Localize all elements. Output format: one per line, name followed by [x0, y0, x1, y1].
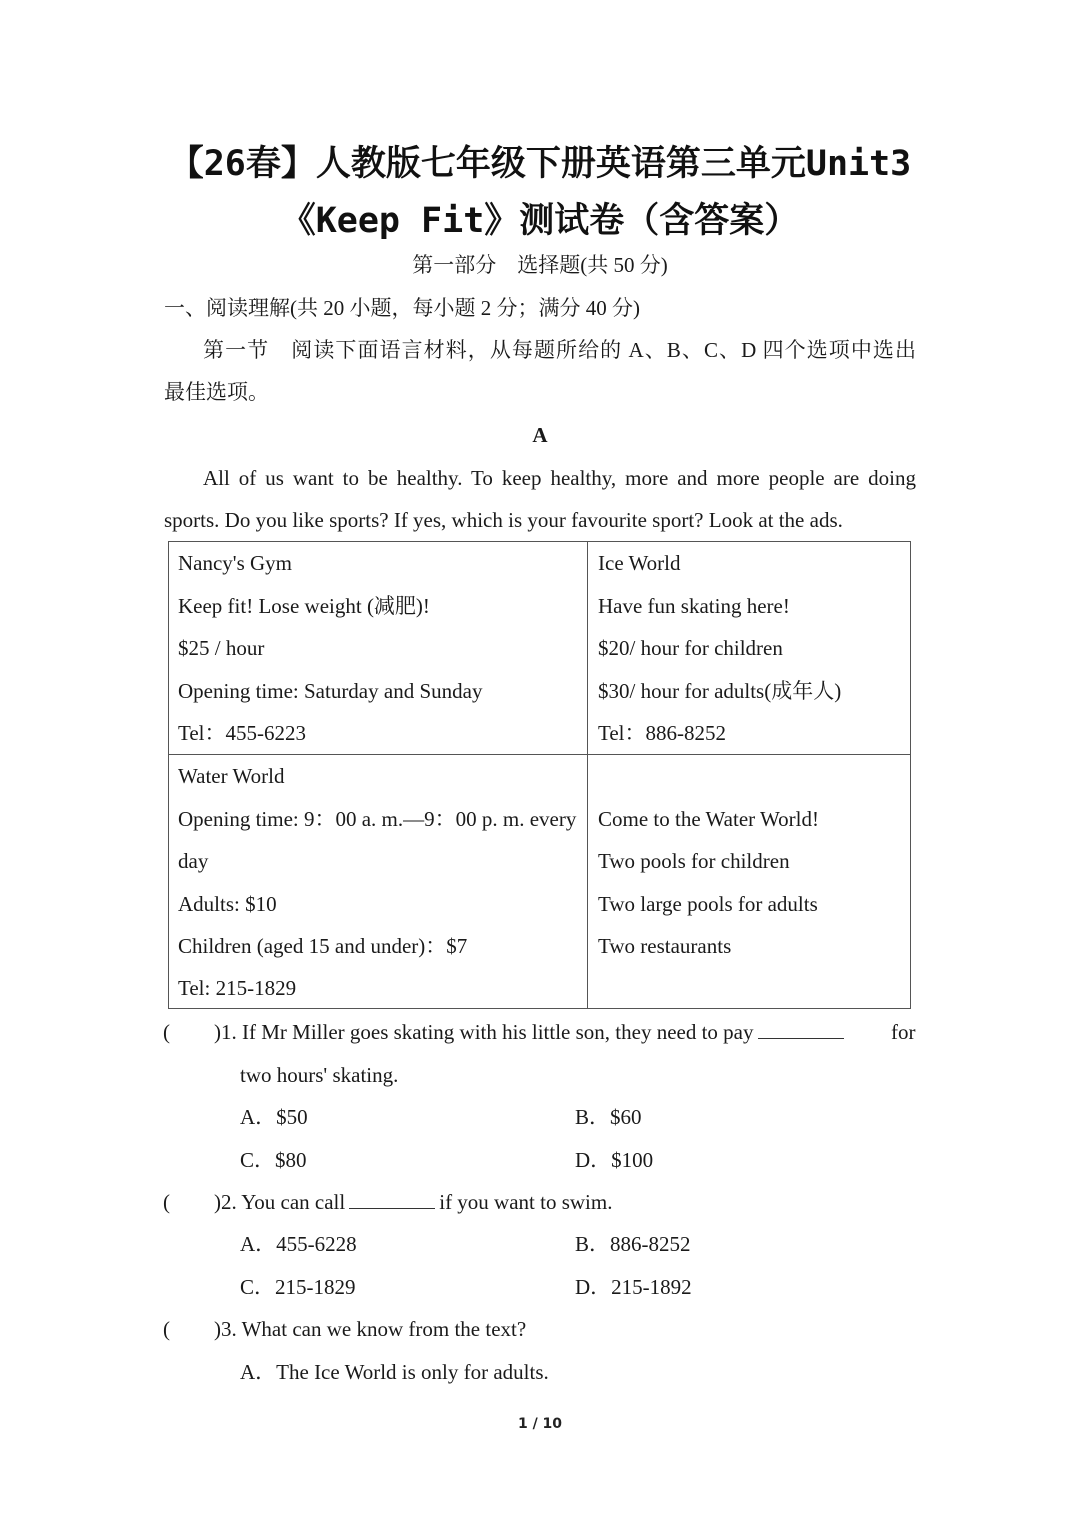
ad-line: Tel：455-6223 [178, 721, 307, 745]
ad-line: Two restaurants [598, 934, 732, 958]
ads-table [168, 541, 911, 1009]
ad-line: Have fun skating here! [598, 594, 790, 618]
ad-line: $20/ hour for children [598, 636, 783, 660]
passage-line-1: All of us want to be healthy. To keep healthy, more and more people are doing [203, 466, 916, 490]
ad-line: Two pools for children [598, 849, 790, 873]
table-divider-vertical [587, 542, 588, 1008]
question-text [214, 1017, 848, 1047]
option-d: D．$100 [575, 1148, 654, 1172]
option-b: B．886-8252 [575, 1232, 691, 1256]
ad-line: Adults: $10 [178, 892, 277, 916]
answer-blank [758, 1018, 844, 1039]
ad-line: Water World [178, 764, 285, 788]
question-stem: )1. If Mr Miller goes skating with his little son, they need to pay [214, 1020, 754, 1044]
page-number: 1 / 10 [517, 1416, 563, 1432]
ad-line: Tel：886-8252 [598, 721, 727, 745]
ad-line: Tel: 215-1829 [178, 976, 297, 1000]
ad-line: Two large pools for adults [598, 892, 818, 916]
ad-line: Opening time: Saturday and Sunday [178, 679, 483, 703]
answer-paren: ( [163, 1317, 170, 1341]
option-a: A．$50 [240, 1105, 308, 1129]
part-heading: 第一部分 选择题(共 50 分) [412, 253, 668, 277]
ad-line: Children (aged 15 and under)：$7 [178, 934, 468, 958]
option-a: A．455-6228 [240, 1232, 357, 1256]
title-line-2: 《Keep Fit》测试卷（含答案） [280, 201, 800, 241]
question-text: )3. What can we know from the text? [214, 1317, 527, 1341]
option-a: A．The Ice World is only for adults. [240, 1360, 549, 1384]
question-text-cont: two hours' skating. [240, 1063, 399, 1087]
passage-label: A [532, 423, 548, 447]
question-stem: )2. You can call [214, 1190, 346, 1214]
answer-paren: ( [163, 1020, 170, 1044]
table-divider-horizontal [169, 754, 910, 755]
option-b: B．$60 [575, 1105, 642, 1129]
ad-line: $25 / hour [178, 636, 265, 660]
question-stem-end: if you want to swim. [439, 1190, 613, 1214]
ad-line: $30/ hour for adults(成年人) [598, 679, 842, 703]
ad-line: Ice World [598, 551, 681, 575]
option-c: C．215-1829 [240, 1275, 356, 1299]
answer-blank [349, 1188, 435, 1209]
question-text-end: for [891, 1020, 916, 1044]
section-heading: 一、阅读理解(共 20 小题，每小题 2 分；满分 40 分) [164, 296, 640, 320]
passage-line-2: sports. Do you like sports? If yes, which is your favourite sport? Look at the ads. [164, 508, 843, 532]
question-text [214, 1187, 612, 1217]
answer-paren: ( [163, 1190, 170, 1214]
ad-line: Opening time: 9：00 a. m.—9：00 p. m. every [178, 807, 577, 831]
ad-line: day [178, 849, 209, 873]
ad-line: Keep fit! Lose weight (减肥)! [178, 594, 430, 618]
instruction-line-2: 最佳选项。 [164, 380, 269, 404]
ad-line: Nancy's Gym [178, 551, 293, 575]
ad-line: Come to the Water World! [598, 807, 819, 831]
title-line-1: 【26春】人教版七年级下册英语第三单元Unit3 [168, 144, 912, 184]
option-c: C．$80 [240, 1148, 307, 1172]
option-d: D．215-1892 [575, 1275, 692, 1299]
instruction-line-1: 第一节 阅读下面语言材料，从每题所给的 A、B、C、D 四个选项中选出 [203, 338, 916, 362]
